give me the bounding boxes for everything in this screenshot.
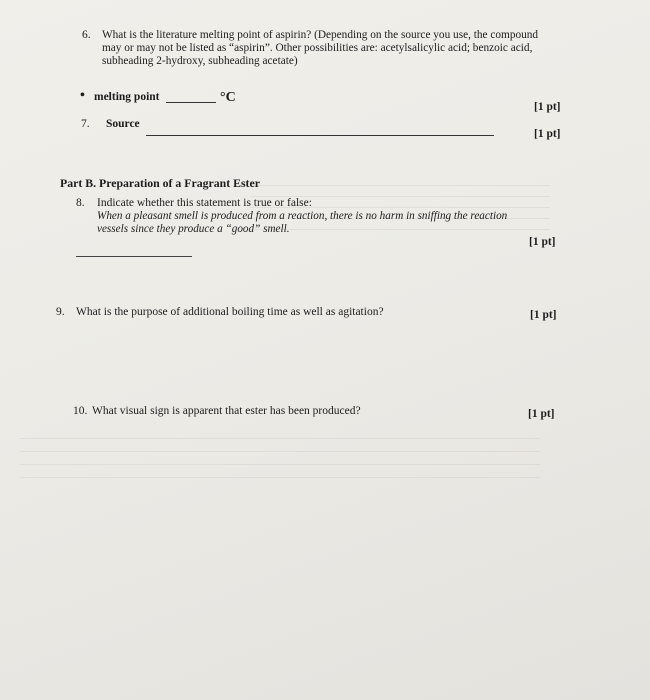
melting-point-points: [1 pt] [534, 101, 561, 113]
melting-point-label: melting point [94, 91, 160, 103]
show-through-decoration [20, 430, 540, 490]
q7-number: 7. [81, 118, 90, 130]
true-false-answer-blank[interactable] [76, 256, 192, 257]
q7-source-label: Source [106, 118, 140, 130]
q6-number: 6. [82, 29, 91, 41]
q9-points: [1 pt] [530, 309, 557, 321]
q9-text: What is the purpose of additional boiling time as well as agitation? [76, 306, 384, 318]
q10-points: [1 pt] [528, 408, 555, 420]
melting-point-answer-blank[interactable] [166, 102, 216, 103]
q8-number: 8. [76, 197, 85, 209]
part-b-heading: Part B. Preparation of a Fragrant Ester [60, 176, 260, 190]
q8-text-line1: Indicate whether this statement is true or false: [97, 197, 312, 209]
source-answer-blank[interactable] [146, 135, 494, 136]
q10-number: 10. [73, 405, 88, 417]
q6-text-line1: What is the literature melting point of aspirin? (Depending on the source you use, the compound [102, 29, 539, 41]
q9-number: 9. [56, 306, 65, 318]
q8-points: [1 pt] [529, 236, 556, 248]
melting-bullet: • [80, 88, 85, 103]
q10-text: What visual sign is apparent that ester has been produced? [92, 405, 361, 417]
q6-text-line3: subheading 2-hydroxy, subheading acetate) [102, 55, 298, 67]
q8-statement-line1: When a pleasant smell is produced from a reaction, there is no harm in sniffing the reaction [97, 210, 508, 222]
q6-text-line2: may or may not be listed as “aspirin”. Other possibilities are: acetylsalicylic acid; benzoic acid, [102, 42, 533, 54]
q8-statement-line2: vessels since they produce a “good” smell. [97, 223, 290, 235]
q7-points: [1 pt] [534, 128, 561, 140]
celsius-unit: °C [220, 90, 236, 105]
